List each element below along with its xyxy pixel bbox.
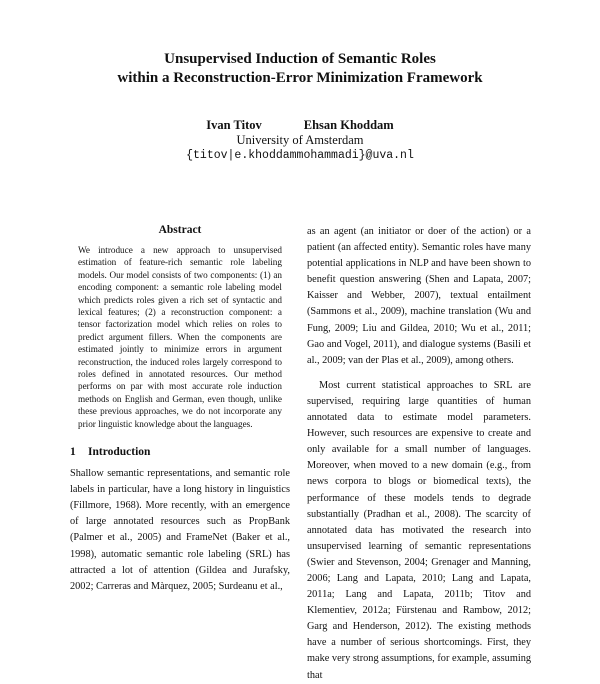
author-email: {titov|e.khoddammohammadi}@uva.nl bbox=[186, 149, 414, 162]
author-2: Ehsan Khoddam bbox=[303, 118, 394, 132]
paper-title bbox=[60, 50, 540, 88]
title-line-2: within a Reconstruction-Error Minimization Framework bbox=[117, 70, 483, 86]
section-title: Introduction bbox=[88, 446, 151, 459]
title-line-1: Unsupervised Induction of Semantic Roles bbox=[164, 51, 436, 67]
section-number: 1 bbox=[70, 446, 76, 459]
left-column bbox=[70, 224, 290, 595]
section-heading-introduction bbox=[70, 446, 290, 458]
intro-paragraph-continued: as an agent (an initiator or doer of the action) or a patient (an affected entity). Semantic roles have many potential applications in NLP and have been shown to benefit question answering (Shen and Lapata, 2007; Kaisser and Webber, 2007), textual entailment (Sammons et al., 2009), machine translation (Wu and Fung, 2009; Liu and Gildea, 2010; Wu et al., 2011; Gao and Vogel, 2011), and dialogue systems (Basili et al., 2009; van der Plas et al., 2009), among others. bbox=[307, 226, 531, 366]
author-names bbox=[60, 118, 540, 133]
intro-paragraph-1: Shallow semantic representations, and semantic role labels in particular, have a long history in linguistics (Fillmore, 1968). More recently, with an emergence of large annotated resources such as PropBank (Palmer et al., 2005) and FrameNet (Baker et al., 1998), automatic semantic role labeling (SRL) has attracted a lot of attention (Gildea and Jurafsky, 2002; Carreras and Màrquez, 2005; Surdeanu et al., bbox=[70, 468, 290, 592]
abstract-text: We introduce a new approach to unsupervised estimation of feature-rich semantic role labeling models. Our model consists of two components: (1) an encoding component: a semantic role labeling model which predicts roles given a rich set of syntactic and lexical features; (2) a reconstruction component: a tensor factorization model which relies on roles to predict argument fillers. When the components are estimated jointly to minimize errors in argument reconstruction, the induced roles largely correspond to roles defined in annotated resources. Our method performs on par with most accurate role induction methods on English and German, even though, unlike these previous approaches, we do not incorporate any prior linguistic knowledge about the languages. bbox=[78, 245, 282, 429]
right-column bbox=[307, 224, 531, 684]
abstract-heading: Abstract bbox=[158, 224, 202, 236]
intro-paragraph-2: Most current statistical approaches to SRL are supervised, requiring large quantities of human annotated data to estimate model parameters. However, such resources are expensive to create and only available for a small number of languages. Moreover, when moved to a new domain (e.g., from news corpora to blogs or biomedical texts), the performance of these models tends to degrade substantially (Pradhan et al., 2008). The scarcity of annotated data has motivated the research into unsupervised learning of semantic representations (Swier and Stevenson, 2004; Grenager and Manning, 2006; Lang and Lapata, 2010; Lang and Lapata, 2011a; Lang and Lapata, 2011b; Titov and Klementiev, 2012a; Fürstenau and Rambow, 2012; Garg and Henderson, 2012). The existing methods have a number of serious shortcomings. First, they make very strong assumptions, for example, assuming that bbox=[307, 379, 531, 681]
author-block bbox=[60, 118, 540, 163]
author-1: Ivan Titov bbox=[206, 118, 262, 132]
affiliation: University of Amsterdam bbox=[236, 133, 364, 147]
